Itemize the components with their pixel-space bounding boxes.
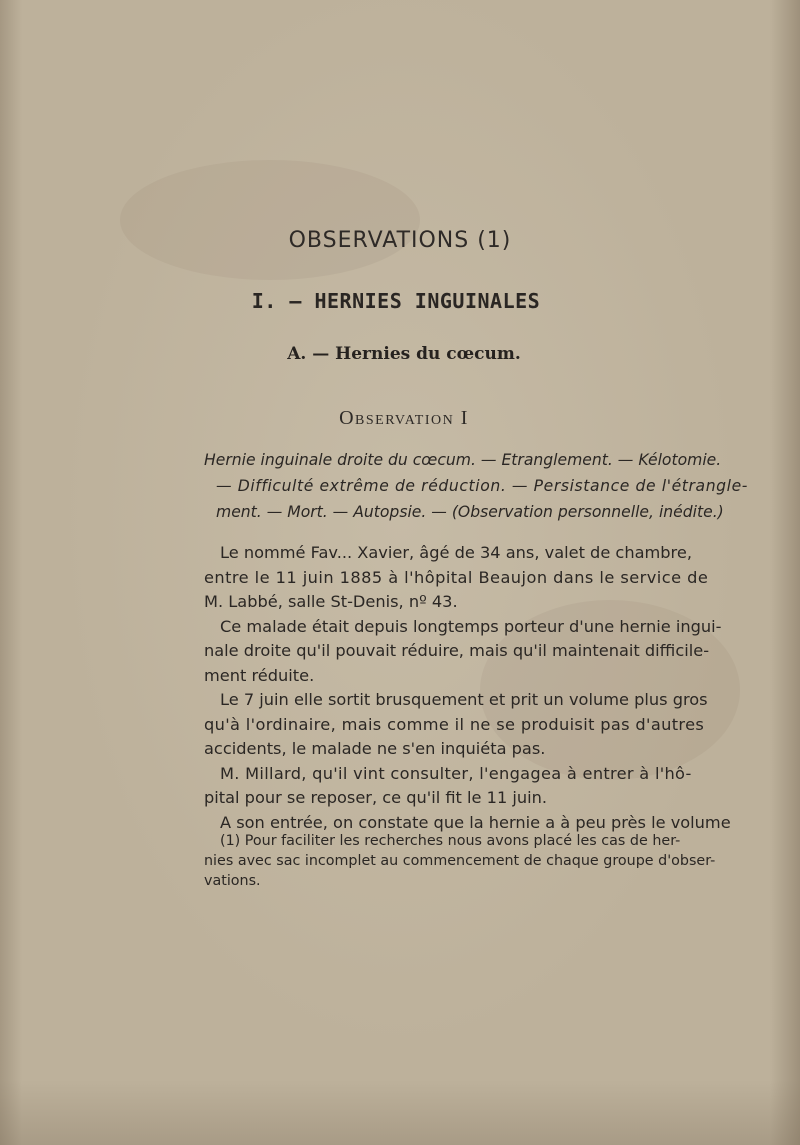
footnote-line: nies avec sac incomplet au commencement de chaque groupe d'obser- [204,853,716,869]
observation-number-heading: Observation I [339,407,469,429]
observations-heading: OBSERVATIONS (1) [288,228,512,253]
body-line: accidents, le malade ne s'en inquiéta pas. [204,739,546,758]
subsection-heading: A. — Hernies du cœcum. [287,344,521,364]
paper-stain [120,160,420,280]
body-line: ment réduite. [204,665,315,685]
summary-line: — Difficulté extrême de réduction. — Persistance de l'étrangle- [216,477,749,495]
body-line: nale droite qu'il pouvait réduire, mais qu'il maintenait difficile- [204,641,710,660]
body-line: Ce malade était depuis longtemps porteur d'une hernie ingui- [220,616,722,636]
observation-body [204,541,744,835]
summary-line: Hernie inguinale droite du cœcum. — Etranglement. — Kélotomie. [204,451,722,469]
footnote [204,831,744,891]
footnote-line: vations. [204,873,261,889]
body-line: Le 7 juin elle sortit brusquement et prit un volume plus gros [220,690,708,709]
body-line: pital pour se reposer, ce qu'il fit le 11 juin. [204,788,548,807]
summary-line: ment. — Mort. — Autopsie. — (Observation personnelle, inédite.) [216,503,724,521]
section-heading: I. — HERNIES INGUINALES [251,289,541,313]
body-line: M. Millard, qu'il vint consulter, l'engagea à entrer à l'hô- [220,763,692,783]
body-line: qu'à l'ordinaire, mais comme il ne se produisit pas d'autres [204,714,705,734]
body-line: Le nommé Fav... Xavier, âgé de 34 ans, valet de chambre, [220,543,692,562]
footnote-line: (1) Pour faciliter les recherches nous avons placé les cas de her- [220,833,681,849]
body-line: entre le 11 juin 1885 à l'hôpital Beaujon dans le service de [204,567,709,587]
body-line: M. Labbé, salle St-Denis, nº 43. [204,592,458,611]
body-line: A son entrée, on constate que la hernie a à peu près le volume [220,812,731,832]
observation-summary [204,447,749,525]
